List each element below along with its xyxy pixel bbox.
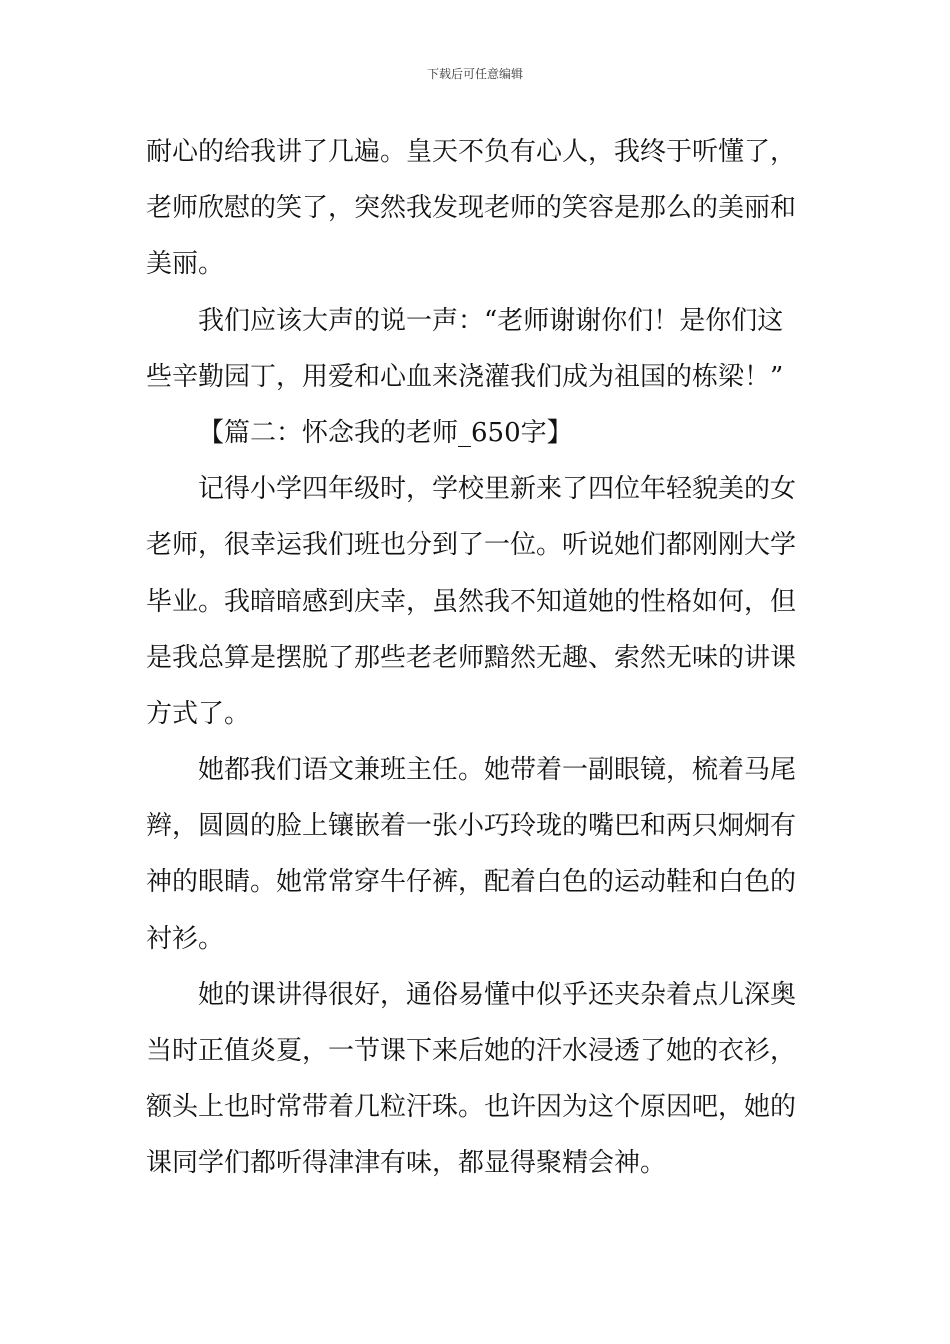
- section-heading: 【篇二：怀念我的老师_650字】: [198, 417, 573, 448]
- paragraph-start-line: 我们应该大声的说一声：“老师谢谢你们！是你们这: [198, 305, 784, 336]
- paragraph-start-line: 记得小学四年级时，学校里新来了四位年轻貌美的女: [198, 474, 797, 505]
- paragraph-start-line: 她都我们语文兼班主任。她带着一副眼镜，梳着马尾: [198, 755, 797, 786]
- paragraph-start-line: 她的课讲得很好，通俗易懂中似乎还夹杂着点儿深奥: [198, 979, 797, 1010]
- text-line: 老师欣慰的笑了，突然我发现老师的笑容是那么的美丽和: [146, 193, 797, 224]
- text-line: 耐心的给我讲了几遍。皇天不负有心人，我终于听懂了，: [146, 137, 797, 167]
- text-line: 额头上也时常带着几粒汗珠。也许因为这个原因吧，她的: [146, 1092, 797, 1123]
- text-line: 辫，圆圆的脸上镶嵌着一张小巧玲珑的嘴巴和两只炯炯有: [146, 811, 797, 842]
- text-line: 当时正值炎夏，一节课下来后她的汗水浸透了她的衣衫，: [146, 1036, 797, 1066]
- text-line: 是我总算是摆脱了那些老老师黯然无趣、索然无味的讲课: [146, 642, 797, 673]
- text-line: 老师，很幸运我们班也分到了一位。听说她们都刚刚大学: [146, 530, 797, 561]
- text-line: 课同学们都听得津津有味，都显得聚精会神。: [146, 1148, 667, 1179]
- text-line: 些辛勤园丁，用爱和心血来浇灌我们成为祖国的栋梁！”: [146, 361, 784, 392]
- text-line: 衬衫。: [146, 923, 225, 954]
- document-body: [146, 124, 808, 1192]
- text-line: 美丽。: [146, 249, 225, 280]
- page-header: 下载后可任意编辑: [426, 67, 523, 81]
- text-line: 方式了。: [146, 698, 251, 729]
- text-line: 神的眼睛。她常常穿牛仔裤，配着白色的运动鞋和白色的: [146, 867, 797, 898]
- text-line: 毕业。我暗暗感到庆幸，虽然我不知道她的性格如何，但: [146, 586, 797, 617]
